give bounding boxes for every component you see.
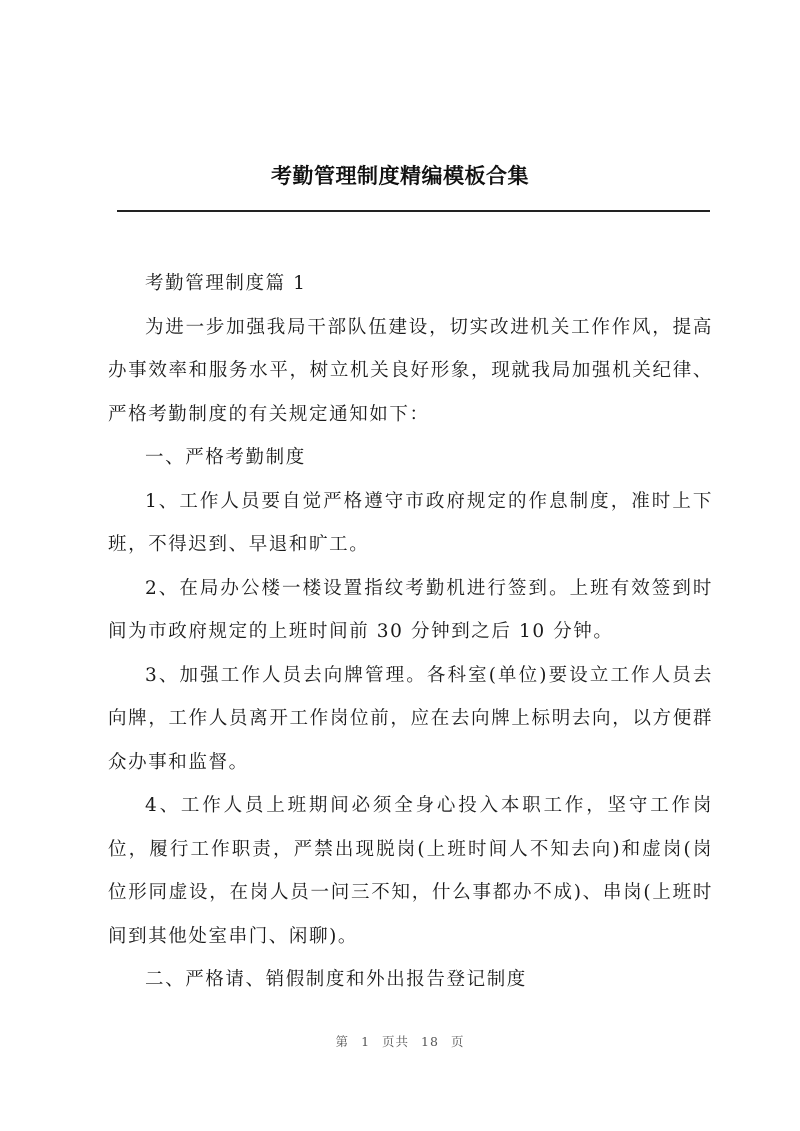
footer-total-pages: 18	[421, 1034, 439, 1049]
paragraph: 2、在局办公楼一楼设置指纹考勤机进行签到。上班有效签到时间为市政府规定的上班时间前 30 分钟到之后 10 分钟。	[108, 577, 713, 642]
document-body	[108, 262, 713, 1002]
footer-suffix: 页	[450, 1034, 465, 1049]
paragraph: 3、加强工作人员去向牌管理。各科室(单位)要设立工作人员去向牌，工作人员离开工作岗位前，应在去向牌上标明去向，以方便群众办事和监督。	[108, 664, 713, 773]
footer-page-number: 1	[361, 1034, 371, 1049]
footer-prefix: 第	[335, 1034, 350, 1049]
section-heading: 一、严格考勤制度	[145, 447, 306, 468]
paragraph: 4、工作人员上班期间必须全身心投入本职工作，坚守工作岗位，履行工作职责，严禁出现脱岗(上班时间人不知去向)和虚岗(岗位形同虚设，在岗人员一问三不知，什么事都办不成)、串岗(上班时间到其他处室串门、闲聊)。	[108, 795, 713, 947]
page-footer	[0, 1032, 800, 1050]
title-divider	[117, 210, 710, 212]
document-title: 考勤管理制度精编模板合集	[271, 164, 529, 188]
paragraph-heading: 考勤管理制度篇 1	[145, 273, 307, 294]
paragraph: 1、工作人员要自觉严格遵守市政府规定的作息制度，准时上下班，不得迟到、早退和旷工。	[108, 490, 713, 555]
footer-middle: 页共	[382, 1034, 410, 1049]
paragraph: 为进一步加强我局干部队伍建设，切实改进机关工作作风，提高办事效率和服务水平，树立机关良好形象，现就我局加强机关纪律、严格考勤制度的有关规定通知如下：	[108, 316, 713, 425]
section-heading: 二、严格请、销假制度和外出报告登记制度	[145, 969, 527, 990]
